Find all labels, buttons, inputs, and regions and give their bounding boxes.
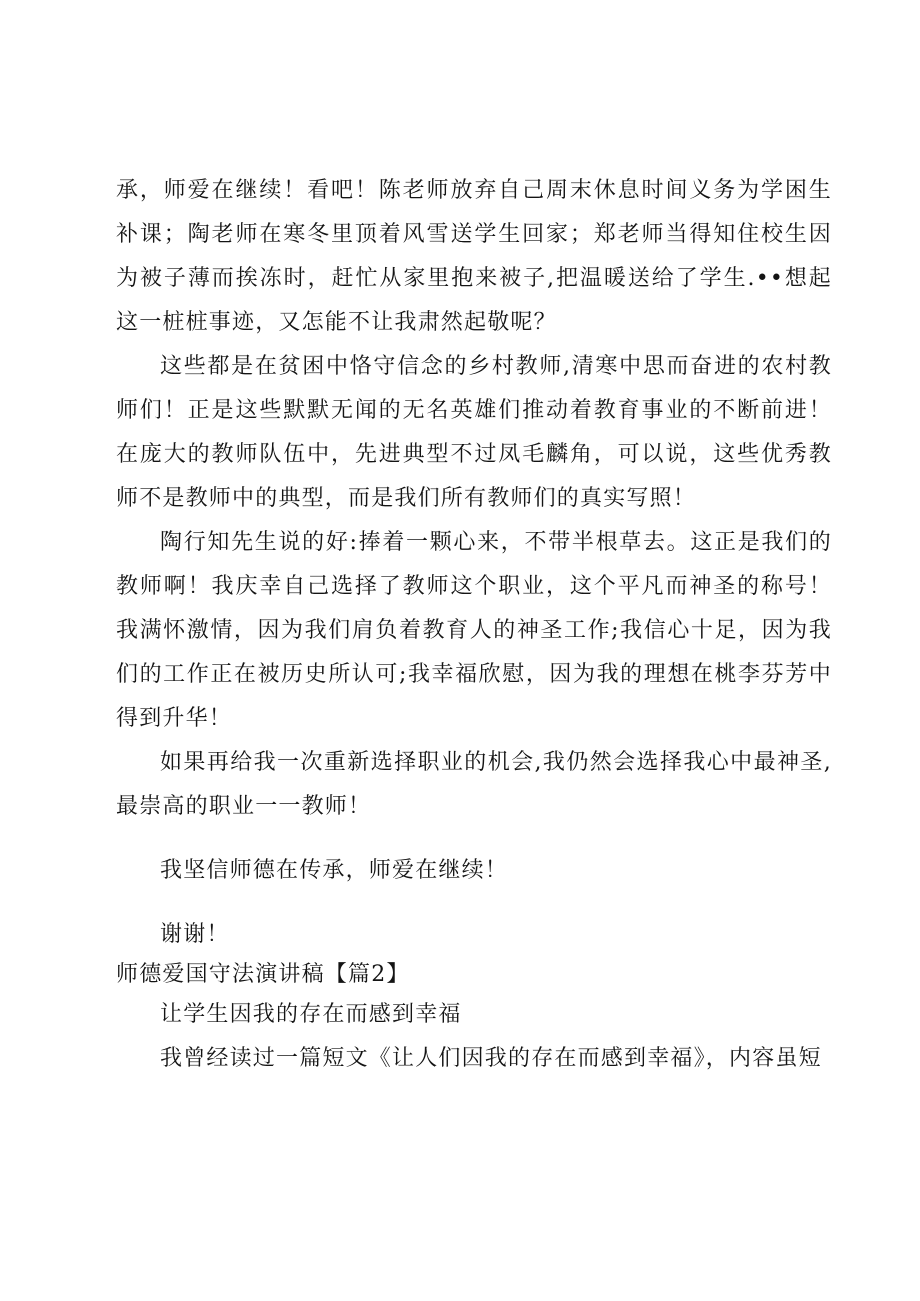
paragraph-tao-xingzhi: 陶行知先生说的好:捧着一颗心来，不带半根草去。这正是我们的教师啊！我庆幸自己选择了教师这个职业，这个平凡而神圣的称号！我满怀激情，因为我们肩负着教育人的神圣工作;我信心十足，因为我们的工作正在被历史所认可;我幸福欣慰，因为我的理想在桃李芬芳中得到升华！ [116, 530, 832, 731]
paragraph-choose-again: 如果再给我一次重新选择职业的机会,我仍然会选择我心中最神圣,最崇高的职业一一教师！ [116, 750, 832, 819]
paragraph-belief: 我坚信师德在传承，师爱在继续！ [160, 858, 509, 883]
paragraph-rural-teachers: 这些都是在贫困中恪守信念的乡村教师,清寒中思而奋进的农村教师们！正是这些默默无闻的无名英雄们推动着教育事业的不断前进！在庞大的教师队伍中，先进典型不过凤毛麟角，可以说，这些优秀教师不是教师中的典型，而是我们所有教师们的真实写照！ [116, 354, 832, 511]
paragraph-essay-intro: 我曾经读过一篇短文《让人们因我的存在而感到幸福》，内容虽短 [160, 1046, 822, 1071]
section-subtitle: 让学生因我的存在而感到幸福 [160, 1002, 462, 1027]
paragraph-continuation: 承，师爱在继续！看吧！陈老师放弃自己周末休息时间义务为学困生补课；陶老师在寒冬里顶着风雪送学生回家；郑老师当得知住校生因为被子薄而挨冻时，赶忙从家里抱来被子,把温暖送给了学生.••想起这一桩桩事迹，又怎能不让我肃然起敬呢？ [116, 178, 832, 335]
document-body [116, 169, 832, 1081]
section-title: 师德爱国守法演讲稿【篇2】 [116, 962, 410, 987]
paragraph-thanks: 谢谢！ [160, 922, 230, 947]
